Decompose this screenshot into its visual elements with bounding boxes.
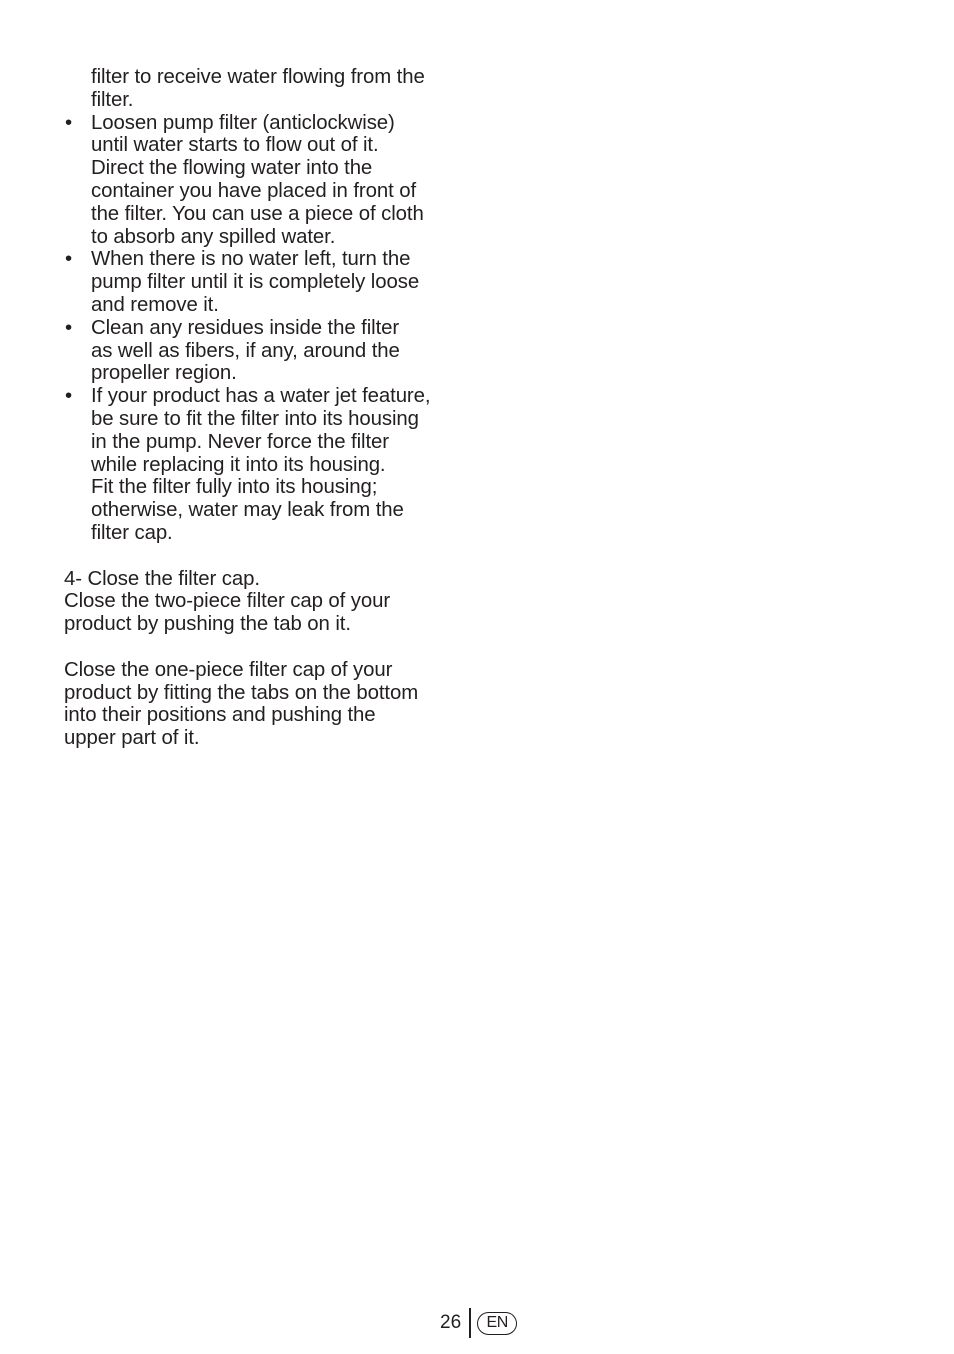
text-line: until water starts to flow out of it.	[91, 134, 379, 157]
paragraph-spacer	[64, 636, 474, 659]
text-line: filter cap.	[91, 521, 173, 544]
text-line: Fit the filter fully into its housing;	[91, 476, 378, 499]
manual-text-column	[64, 66, 474, 750]
text-line: while replacing it into its housing.	[91, 453, 386, 476]
text-line: If your product has a water jet feature,	[91, 385, 431, 408]
page-number: 26	[440, 1312, 462, 1333]
bullet-item-remove-filter	[64, 248, 474, 316]
bullet-icon: •	[65, 385, 73, 408]
text-line: filter to receive water flowing from the	[91, 66, 425, 88]
text-line: pump filter until it is completely loose	[91, 271, 420, 294]
text-line: the filter. You can use a piece of cloth	[91, 202, 424, 225]
text-line: Direct the flowing water into the	[91, 157, 373, 180]
text-line: and remove it.	[91, 293, 219, 316]
text-line: container you have placed in front of	[91, 179, 417, 202]
step-4-section	[64, 568, 474, 750]
bullet-item-water-jet	[64, 385, 474, 545]
text-line: otherwise, water may leak from the	[91, 499, 404, 522]
text-line: filter.	[91, 88, 134, 111]
text-line: be sure to fit the filter into its housing	[91, 407, 419, 430]
bullet-icon: •	[65, 248, 73, 271]
text-line: product by pushing the tab on it.	[64, 613, 351, 636]
bullet-item-loosen-filter	[64, 112, 474, 249]
bullet-item-clean-residues	[64, 317, 474, 385]
language-badge: EN	[477, 1312, 517, 1335]
text-line: upper part of it.	[64, 727, 200, 750]
text-line: Loosen pump filter (anticlockwise)	[91, 111, 395, 134]
step-heading: 4- Close the filter cap.	[64, 567, 260, 590]
bullet-icon: •	[65, 111, 73, 134]
text-line: product by fitting the tabs on the bottom	[64, 681, 419, 704]
text-line: When there is no water left, turn the	[91, 248, 411, 271]
text-line: in the pump. Never force the filter	[91, 430, 389, 453]
text-line: Clean any residues inside the filter	[91, 316, 400, 339]
text-line: Close the one-piece filter cap of your	[64, 658, 393, 681]
text-line: into their positions and pushing the	[64, 704, 376, 727]
footer-divider	[469, 1308, 471, 1338]
paragraph-spacer	[64, 545, 474, 568]
text-line: Close the two-piece filter cap of your	[64, 590, 391, 613]
bullet-icon: •	[65, 316, 73, 339]
text-line: to absorb any spilled water.	[91, 225, 336, 248]
text-line: propeller region.	[91, 362, 237, 385]
text-line: as well as fibers, if any, around the	[91, 339, 400, 362]
intro-continuation	[64, 66, 474, 112]
page-footer	[440, 1308, 517, 1338]
